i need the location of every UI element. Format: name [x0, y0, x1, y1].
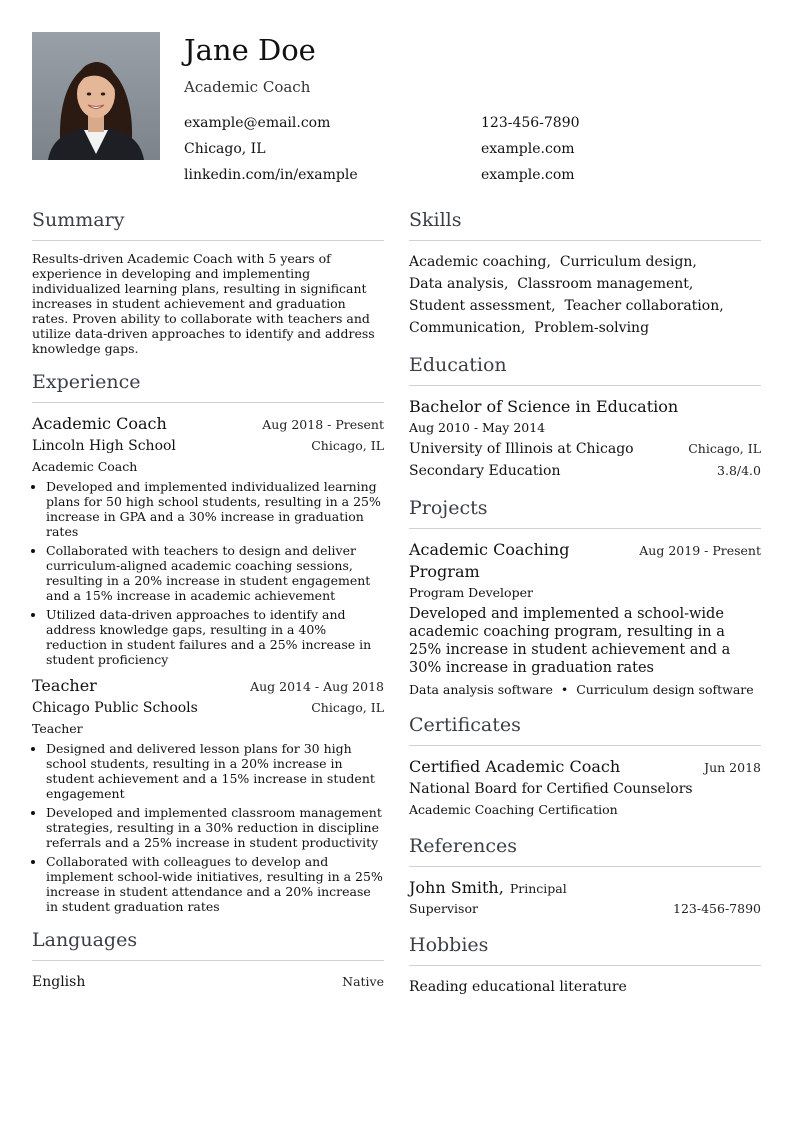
linkedin-link[interactable]: linkedin.com/in/example [184, 167, 358, 183]
section-title: Education [409, 353, 761, 386]
job-location: Chicago, IL [311, 700, 384, 715]
job-subtitle: Teacher [32, 721, 83, 736]
section-title: Hobbies [409, 933, 761, 966]
list-item: • Collaborated with colleagues to develop and implement school-wide initiatives, resulting in a 25% increase in student attendance and a 20% increase in student graduation rates [46, 854, 384, 914]
experience-section [32, 370, 384, 914]
experience-entry [32, 675, 384, 914]
skill-item: Student assessment, [409, 298, 556, 314]
field-of-study: Secondary Education [409, 463, 561, 479]
right-column [409, 208, 761, 1012]
section-title: Certificates [409, 713, 761, 746]
hobby-item: Reading educational literature [409, 979, 627, 995]
achievement-list [32, 479, 384, 667]
candidate-role: Academic Coach [184, 78, 311, 96]
profile-photo [32, 32, 160, 160]
tag: Curriculum design software [576, 682, 754, 697]
list-item: • Utilized data-driven approaches to identify and address knowledge gaps, resulting in a 40% reduction in student failures and a 25% increase in student proficiency [46, 607, 384, 667]
website-link-secondary[interactable]: example.com [481, 167, 575, 183]
school-location: Chicago, IL [688, 441, 761, 456]
skill-item: Communication, [409, 320, 526, 336]
certificate-name: Certified Academic Coach [409, 757, 621, 776]
website-link[interactable]: example.com [481, 141, 575, 157]
education-dates: Aug 2010 - May 2014 [409, 420, 546, 435]
position-title: Teacher [32, 676, 97, 695]
project-description: Developed and implemented a school-wide academic coaching program, resulting in a 25% increase in student achievement and a 30% increase in graduation rates [409, 606, 731, 676]
project-tags [409, 681, 761, 699]
list-item: • Developed and implemented individualized learning plans for 50 high school students, resulting in a 25% increase in GPA and a 30% increase in graduation rates [46, 479, 384, 539]
company-name: Lincoln High School [32, 438, 176, 454]
left-column [32, 208, 384, 1007]
skill-item: Curriculum design, [559, 254, 697, 270]
position-title: Academic Coach [32, 414, 167, 433]
project-dates: Aug 2019 - Present [639, 543, 761, 558]
reference-relation: Supervisor [409, 901, 478, 916]
section-title: Projects [409, 496, 761, 529]
section-title: Skills [409, 208, 761, 241]
section-title: Languages [32, 928, 384, 961]
certificates-section [409, 713, 761, 820]
certificate-issuer: National Board for Certified Counselors [409, 781, 693, 797]
skills-section [409, 208, 761, 339]
project-role: Program Developer [409, 585, 533, 600]
gpa-value: 3.8/4.0 [717, 463, 761, 478]
skill-item: Problem-solving [534, 320, 650, 336]
list-item: • Designed and delivered lesson plans for 30 high school students, resulting in a 20% increase in student achievement and a 15% increase in student engagement [46, 741, 384, 801]
education-section [409, 353, 761, 482]
skills-list [409, 251, 761, 339]
language-name: English [32, 974, 86, 990]
section-title: Experience [32, 370, 384, 403]
location-text: Chicago, IL [184, 141, 266, 157]
language-level: Native [342, 974, 384, 989]
section-title: References [409, 834, 761, 867]
phone-number: 123-456-7890 [481, 115, 580, 131]
projects-section [409, 496, 761, 699]
section-title: Summary [32, 208, 384, 241]
skill-item: Data analysis, [409, 276, 509, 292]
date-range: Aug 2014 - Aug 2018 [250, 679, 384, 694]
date-range: Aug 2018 - Present [262, 417, 384, 432]
reference-name: John Smith, [409, 878, 504, 897]
degree-name: Bachelor of Science in Education [409, 397, 679, 416]
list-item: • Collaborated with teachers to design and deliver curriculum-aligned academic coaching sessions, resulting in a 20% increase in student engagement and a 15% increase in academic achievement [46, 543, 384, 603]
experience-entry [32, 413, 384, 667]
project-name: Academic Coaching Program [409, 540, 570, 581]
job-location: Chicago, IL [311, 438, 384, 453]
skill-item: Academic coaching, [409, 254, 551, 270]
certificate-detail: Academic Coaching Certification [409, 802, 618, 817]
candidate-name: Jane Doe [184, 33, 316, 67]
list-item: • Developed and implemented classroom management strategies, resulting in a 30% reduction in discipline referrals and a 25% increase in student productivity [46, 805, 384, 850]
hobbies-section [409, 933, 761, 998]
skill-item: Teacher collaboration, [564, 298, 724, 314]
summary-text: Results-driven Academic Coach with 5 years of experience in developing and implementing individualized learning plans, resulting in significant increases in student achievement and graduation rates. Proven ability to collaborate with teachers and utilize data-driven approaches to identify and address knowledge gaps. [32, 251, 375, 356]
skill-item: Classroom management, [517, 276, 694, 292]
school-name: University of Illinois at Chicago [409, 441, 634, 457]
references-section [409, 834, 761, 919]
summary-section [32, 208, 384, 356]
reference-phone: 123-456-7890 [673, 901, 761, 916]
company-name: Chicago Public Schools [32, 700, 198, 716]
languages-section [32, 928, 384, 993]
reference-role: Principal [509, 881, 567, 896]
job-subtitle: Academic Coach [32, 459, 138, 474]
achievement-list [32, 741, 384, 914]
person-photo-icon [32, 32, 160, 160]
tag: Data analysis software [409, 682, 553, 697]
tag-separator: • [560, 682, 569, 697]
certificate-date: Jun 2018 [704, 760, 761, 775]
email-link[interactable]: example@email.com [184, 115, 331, 131]
